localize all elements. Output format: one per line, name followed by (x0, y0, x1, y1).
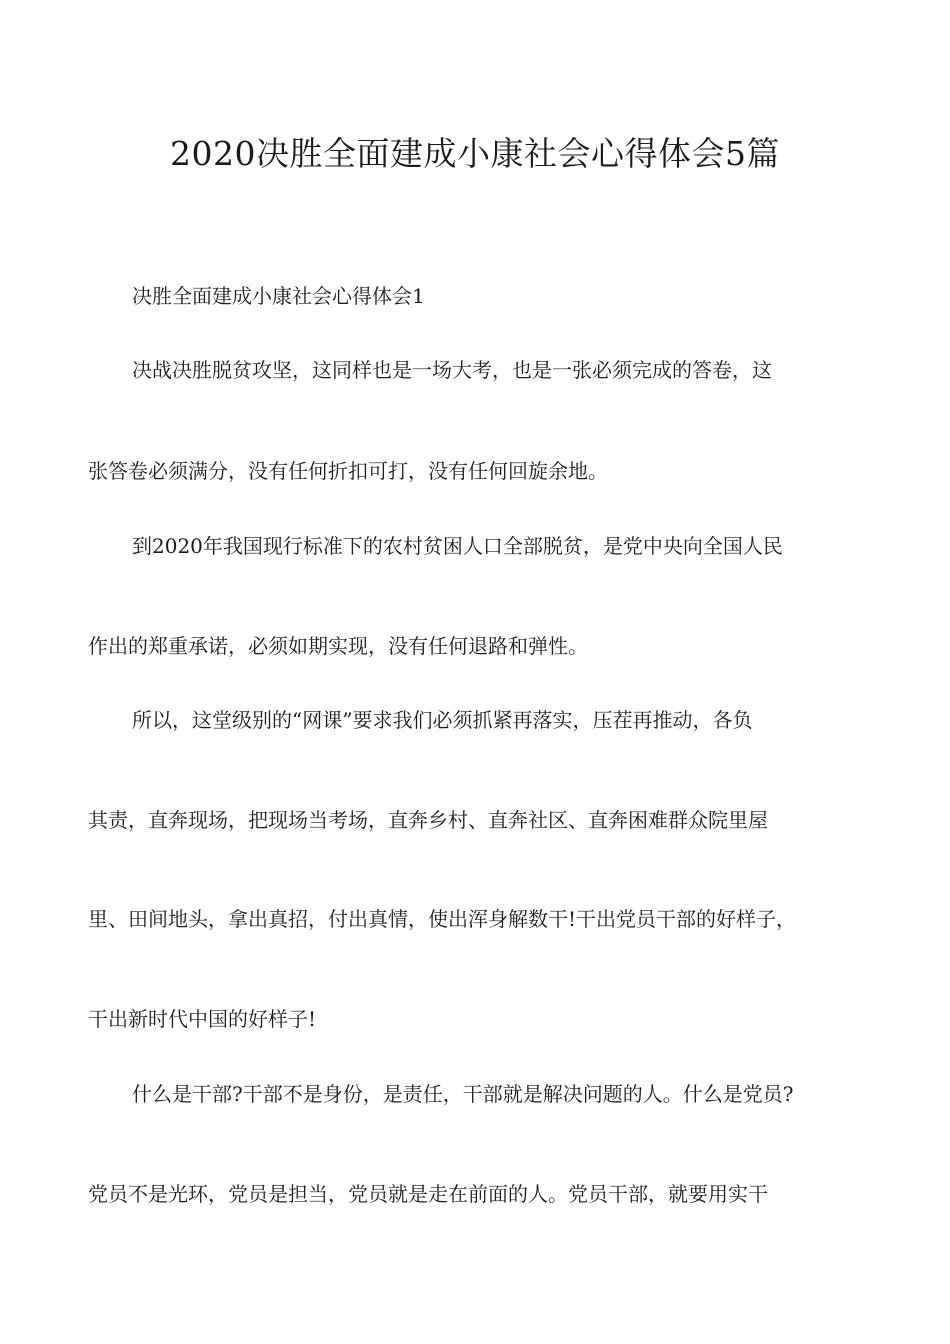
document-title: 2020决胜全面建成小康社会心得体会5篇 (170, 134, 780, 173)
paragraph-line: 什么是干部?干部不是身份，是责任，干部就是解决问题的人。什么是党员? (132, 1082, 794, 1106)
paragraph-line: 干出新时代中国的好样子! (88, 1007, 317, 1031)
paragraph-line: 其责，直奔现场，把现场当考场，直奔乡村、直奔社区、直奔困难群众院里屋 (88, 808, 768, 832)
paragraph-line: 作出的郑重承诺，必须如期实现，没有任何退路和弹性。 (88, 634, 588, 658)
paragraph-line: 党员不是光环，党员是担当，党员就是走在前面的人。党员干部，就要用实干 (88, 1182, 768, 1206)
section-heading: 决胜全面建成小康社会心得体会1 (132, 284, 425, 308)
paragraph-line: 张答卷必须满分，没有任何折扣可打，没有任何回旋余地。 (88, 459, 608, 483)
paragraph-line: 里、田间地头，拿出真招，付出真情，使出浑身解数干!干出党员干部的好样子， (88, 907, 797, 931)
paragraph-line: 到2020年我国现行标准下的农村贫困人口全部脱贫，是党中央向全国人民 (132, 534, 783, 558)
paragraph-line: 决战决胜脱贫攻坚，这同样也是一场大考，也是一张必须完成的答卷，这 (132, 358, 772, 382)
paragraph-line: 所以，这堂级别的“网课”要求我们必须抓紧再落实，压茬再推动，各负 (132, 708, 753, 732)
